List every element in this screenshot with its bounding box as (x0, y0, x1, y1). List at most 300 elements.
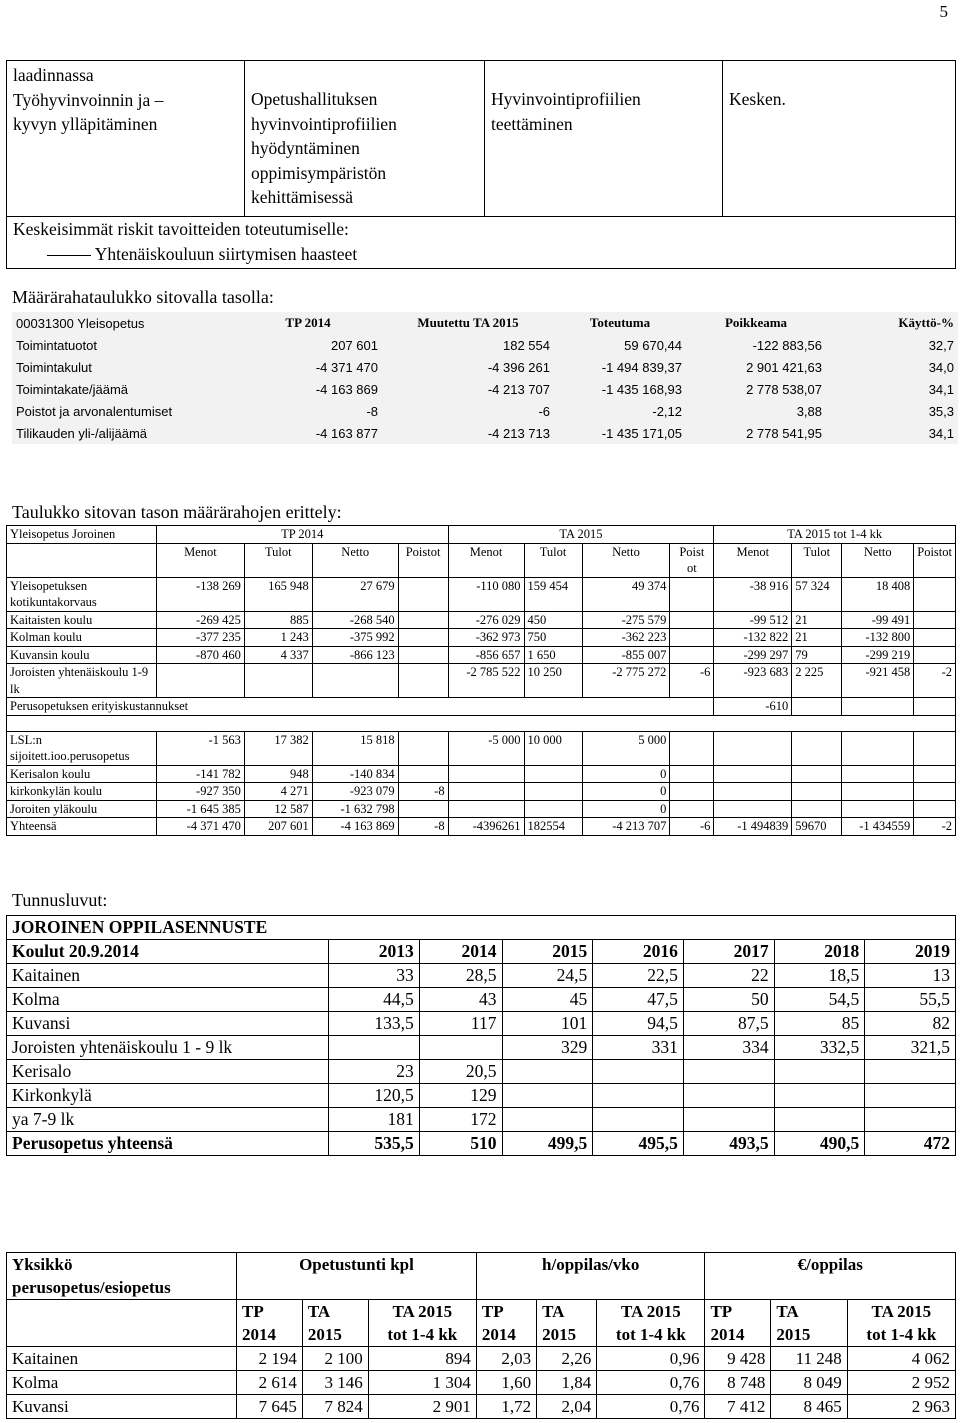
breakdown-cell (398, 765, 448, 783)
forecast-cell: 321,5 (865, 1036, 956, 1060)
units-subheader-line-0: TA (542, 1302, 565, 1321)
forecast-cell (774, 1108, 865, 1132)
units-row (7, 1395, 956, 1419)
dash-bullet (47, 255, 91, 256)
forecast-cell: 55,5 (865, 988, 956, 1012)
units-subheader-blank (7, 1300, 237, 1347)
forecast-cell: Kirkonkylä (7, 1084, 329, 1108)
forecast-cell: 45 (502, 988, 593, 1012)
breakdown-row-name: Joroisten yhtenäiskoulu 1-9 lk (7, 664, 157, 698)
forecast-row (7, 1036, 956, 1060)
forecast-cell: 18,5 (774, 964, 865, 988)
breakdown-cell (792, 800, 842, 818)
units-subheader (705, 1300, 771, 1347)
forecast-cell: Kerisalo (7, 1060, 329, 1084)
budget-cell: Toimintakate/jäämä (16, 381, 128, 397)
units-subheader-row (7, 1300, 956, 1347)
budget-cell: -1 435 171,05 (601, 425, 682, 441)
breakdown-cell: -299 219 (842, 646, 914, 664)
units-row (7, 1347, 956, 1371)
units-cell: 2,04 (537, 1395, 597, 1419)
breakdown-cell (670, 629, 714, 647)
units-subheader (771, 1300, 847, 1347)
breakdown-cell: -927 350 (156, 783, 244, 801)
forecast-row (7, 988, 956, 1012)
breakdown-cell: 165 948 (244, 577, 312, 611)
breakdown-cell: -276 029 (448, 611, 524, 629)
units-subheader (476, 1300, 536, 1347)
budget-cell: 207 601 (331, 337, 378, 353)
breakdown-cell (670, 646, 714, 664)
forecast-row (7, 1108, 956, 1132)
breakdown-cell: -140 834 (312, 765, 398, 783)
breakdown-cell: -5 000 (448, 731, 524, 765)
breakdown-cell (398, 577, 448, 611)
forecast-cell: 334 (683, 1036, 774, 1060)
units-cell: 2 963 (847, 1395, 955, 1419)
budget-cell: Toimintatuotot (16, 337, 97, 353)
breakdown-cell: -866 123 (312, 646, 398, 664)
forecast-cell: 22 (683, 964, 774, 988)
forecast-cell (683, 1060, 774, 1084)
breakdown-subheader: Tulot (524, 543, 582, 577)
breakdown-cell: -99 491 (842, 611, 914, 629)
forecast-cell: 120,5 (329, 1084, 420, 1108)
forecast-total-cell: 495,5 (593, 1132, 684, 1156)
budget-cell: Poistot ja arvonalentumiset (16, 403, 173, 419)
breakdown-cell: -856 657 (448, 646, 524, 664)
breakdown-cell: -4 213 707 (582, 818, 670, 836)
breakdown-cell: -299 297 (714, 646, 792, 664)
budget-cell: 35,3 (928, 403, 954, 419)
breakdown-cell: 5 000 (582, 731, 670, 765)
forecast-header: 2016 (593, 940, 684, 964)
units-subheader-line-0: TA (776, 1302, 799, 1321)
breakdown-row (7, 818, 956, 836)
breakdown-cell: 750 (524, 629, 582, 647)
forecast-cell: 94,5 (593, 1012, 684, 1036)
forecast-cell (502, 1084, 593, 1108)
breakdown-cell: -1 434559 (842, 818, 914, 836)
breakdown-cell: -132 822 (714, 629, 792, 647)
forecast-cell: 85 (774, 1012, 865, 1036)
breakdown-cell (914, 731, 956, 765)
breakdown-cell (914, 783, 956, 801)
breakdown-cell (244, 664, 312, 698)
forecast-cell (865, 1108, 956, 1132)
breakdown-cell: -6 (670, 818, 714, 836)
breakdown-row (7, 765, 956, 783)
breakdown-cell (914, 577, 956, 611)
units-cell: 3 146 (302, 1371, 368, 1395)
risks-heading: Keskeisimmät riskit tavoitteiden toteutumiselle: (13, 219, 349, 239)
breakdown-cell (714, 783, 792, 801)
breakdown-cell: -6 (670, 664, 714, 698)
forecast-cell: 47,5 (593, 988, 684, 1012)
units-cell: Kuvansi (7, 1395, 237, 1419)
units-subheader-line-0: TA (307, 1302, 331, 1321)
forecast-cell: 82 (865, 1012, 956, 1036)
breakdown-cell: -141 782 (156, 765, 244, 783)
units-cell: 7 824 (302, 1395, 368, 1419)
units-subheader-line-0: TA 2015 (871, 1302, 932, 1321)
budget-cell: -4 163 869 (315, 381, 378, 397)
budget-header-5: Käyttö-% (898, 315, 954, 330)
breakdown-row (7, 664, 956, 698)
units-cell: Kolma (7, 1371, 237, 1395)
breakdown-cell (914, 800, 956, 818)
budget-row (12, 400, 958, 422)
breakdown-row (7, 783, 956, 801)
forecast-cell: 23 (329, 1060, 420, 1084)
breakdown-cell: -1 632 798 (312, 800, 398, 818)
units-subheader-line-0: TP (242, 1302, 264, 1321)
goals-cell-status (723, 61, 956, 217)
breakdown-row-name: Kolman koulu (7, 629, 157, 647)
breakdown-group-row (7, 526, 956, 544)
breakdown-cell: -8 (398, 783, 448, 801)
forecast-cell (865, 1084, 956, 1108)
goals-target-line-0: laadinnassa (13, 65, 94, 85)
breakdown-cell (448, 765, 524, 783)
breakdown-special-blank-1 (842, 698, 914, 716)
forecast-total-cell: 472 (865, 1132, 956, 1156)
goals-measure-line-1: hyvinvointiprofiilien (251, 113, 397, 134)
budget-cell: 32,7 (928, 337, 954, 353)
budget-cell: -2,12 (652, 403, 682, 419)
breakdown-cell: -870 460 (156, 646, 244, 664)
breakdown-special-blank-2 (914, 698, 956, 716)
budget-cell: -8 (366, 403, 378, 419)
breakdown-cell: -362 973 (448, 629, 524, 647)
risk-item (13, 242, 949, 267)
breakdown-cell: -38 916 (714, 577, 792, 611)
breakdown-cell: -1 494839 (714, 818, 792, 836)
breakdown-cell: -921 458 (842, 664, 914, 698)
breakdown-cell (914, 629, 956, 647)
units-row (7, 1371, 956, 1395)
forecast-cell: 33 (329, 964, 420, 988)
units-subheader-line-1: 2015 (542, 1325, 577, 1344)
units-subheader-line-0: TA 2015 (392, 1302, 453, 1321)
breakdown-special-blank-0 (792, 698, 842, 716)
budget-row (12, 378, 958, 400)
breakdown-cell: -4 371 470 (156, 818, 244, 836)
budget-cell: 2 901 421,63 (746, 359, 822, 375)
breakdown-cell (842, 800, 914, 818)
forecast-cell: 24,5 (502, 964, 593, 988)
budget-cell: -4 163 877 (315, 425, 378, 441)
goals-cell-measure (245, 61, 485, 217)
goals-cell-indicator (485, 61, 723, 217)
budget-cell: 2 778 541,95 (746, 425, 822, 441)
breakdown-cell: -375 992 (312, 629, 398, 647)
forecast-cell: 172 (419, 1108, 502, 1132)
units-subheader-line-1: tot 1-4 kk (866, 1325, 937, 1344)
units-cell: 7 412 (705, 1395, 771, 1419)
breakdown-subheader: Poistot (914, 543, 956, 577)
breakdown-cell (670, 783, 714, 801)
breakdown-cell (448, 800, 524, 818)
units-subheader-line-1: 2014 (242, 1325, 276, 1344)
breakdown-subheader: Netto (842, 543, 914, 577)
breakdown-cell: 450 (524, 611, 582, 629)
breakdown-cell: -923 079 (312, 783, 398, 801)
breakdown-cell (398, 731, 448, 765)
units-cell: 2,03 (476, 1347, 536, 1371)
units-cell: 0,76 (597, 1395, 705, 1419)
budget-cell: -1 435 168,93 (601, 381, 682, 397)
breakdown-cell: -2 (914, 664, 956, 698)
forecast-cell (329, 1036, 420, 1060)
units-subheader (537, 1300, 597, 1347)
forecast-cell: 181 (329, 1108, 420, 1132)
forecast-cell: 54,5 (774, 988, 865, 1012)
budget-cell: -6 (538, 403, 550, 419)
breakdown-cell: 12 587 (244, 800, 312, 818)
breakdown-spacer (7, 715, 956, 731)
breakdown-row (7, 800, 956, 818)
units-cell: 4 062 (847, 1347, 955, 1371)
units-subheader (847, 1300, 955, 1347)
forecast-cell: 13 (865, 964, 956, 988)
units-cell: 1,72 (476, 1395, 536, 1419)
budget-cell: -4 371 470 (315, 359, 378, 375)
breakdown-cell: 10 250 (524, 664, 582, 698)
breakdown-cell: -2 775 272 (582, 664, 670, 698)
breakdown-subheader: Menot (448, 543, 524, 577)
breakdown-group-0: TP 2014 (156, 526, 448, 544)
forecast-total-row (7, 1132, 956, 1156)
breakdown-cell: -269 425 (156, 611, 244, 629)
goals-indicator-line-0: Hyvinvointiprofiilien (491, 89, 641, 109)
breakdown-cell (714, 765, 792, 783)
forecast-cell: 44,5 (329, 988, 420, 1012)
breakdown-cell (714, 800, 792, 818)
forecast-cell: 133,5 (329, 1012, 420, 1036)
breakdown-group-2: TA 2015 tot 1-4 kk (714, 526, 956, 544)
breakdown-cell (792, 731, 842, 765)
breakdown-cell: -2 785 522 (448, 664, 524, 698)
forecast-cell: 129 (419, 1084, 502, 1108)
forecast-header: 2019 (865, 940, 956, 964)
breakdown-cell (156, 664, 244, 698)
units-subheader (368, 1300, 476, 1347)
forecast-header: Koulut 20.9.2014 (7, 940, 329, 964)
forecast-cell (683, 1108, 774, 1132)
breakdown-subheader: Menot (714, 543, 792, 577)
units-cell: 1 304 (368, 1371, 476, 1395)
forecast-title: JOROINEN OPPILASENNUSTE (7, 916, 956, 940)
budget-heading: Määrärahataulukko sitovalla tasolla: (12, 287, 274, 307)
units-cell: 2 614 (237, 1371, 303, 1395)
units-subheader (302, 1300, 368, 1347)
breakdown-subheader: Tulot (792, 543, 842, 577)
breakdown-cell (670, 765, 714, 783)
units-subheader (597, 1300, 705, 1347)
breakdown-cell: 21 (792, 611, 842, 629)
units-subheader-line-0: TP (481, 1302, 504, 1321)
breakdown-row-name: Kaitaisten koulu (7, 611, 157, 629)
breakdown-cell: -132 800 (842, 629, 914, 647)
forecast-cell: 332,5 (774, 1036, 865, 1060)
forecast-cell: ya 7-9 lk (7, 1108, 329, 1132)
budget-header-2: Muutettu TA 2015 (417, 315, 519, 330)
units-subheader-line-1: tot 1-4 kk (387, 1325, 458, 1344)
breakdown-cell: -110 080 (448, 577, 524, 611)
units-cell: 1,84 (537, 1371, 597, 1395)
breakdown-row (7, 611, 956, 629)
budget-cell: -1 494 839,37 (601, 359, 682, 375)
breakdown-cell (842, 765, 914, 783)
breakdown-cell: 79 (792, 646, 842, 664)
budget-cell: 3,88 (796, 403, 822, 419)
breakdown-cell: -923 683 (714, 664, 792, 698)
forecast-cell: 101 (502, 1012, 593, 1036)
forecast-row (7, 1084, 956, 1108)
budget-cell: 34,1 (928, 381, 954, 397)
breakdown-cell (312, 664, 398, 698)
breakdown-cell (524, 800, 582, 818)
units-cell: 8 465 (771, 1395, 847, 1419)
breakdown-cell (842, 731, 914, 765)
budget-header-row (12, 312, 958, 334)
breakdown-cell: -1 563 (156, 731, 244, 765)
budget-cell: 182 554 (503, 337, 550, 353)
breakdown-cell (714, 731, 792, 765)
goals-measure-line-2: hyödyntäminen (251, 138, 360, 158)
units-cell: Kaitainen (7, 1347, 237, 1371)
breakdown-cell: 15 818 (312, 731, 398, 765)
breakdown-cell: -275 579 (582, 611, 670, 629)
forecast-title-row (7, 916, 956, 940)
breakdown-subheader-row (7, 543, 956, 577)
breakdown-title: Yleisopetus Joroinen (7, 526, 157, 544)
breakdown-cell: 1 243 (244, 629, 312, 647)
units-cell: 0,96 (597, 1347, 705, 1371)
budget-header-3: Toteutuma (589, 315, 651, 330)
units-subheader-line-1: 2014 (710, 1325, 745, 1344)
forecast-total-cell: 490,5 (774, 1132, 865, 1156)
page-number: 5 (939, 2, 948, 21)
forecast-header: 2018 (774, 940, 865, 964)
forecast-cell: Kolma (7, 988, 329, 1012)
units-group-0: Opetustunti kpl (237, 1253, 477, 1300)
breakdown-subheader: Tulot (244, 543, 312, 577)
forecast-cell (774, 1060, 865, 1084)
breakdown-cell: -138 269 (156, 577, 244, 611)
breakdown-cell: -1 645 385 (156, 800, 244, 818)
breakdown-cell: 207 601 (244, 818, 312, 836)
units-group-1: h/oppilas/vko (476, 1253, 705, 1300)
breakdown-cell: 18 408 (842, 577, 914, 611)
breakdown-cell: -362 223 (582, 629, 670, 647)
forecast-cell (593, 1084, 684, 1108)
budget-cell: Toimintakulut (16, 359, 92, 375)
breakdown-cell: 182554 (524, 818, 582, 836)
forecast-cell: 20,5 (419, 1060, 502, 1084)
forecast-cell: Kuvansi (7, 1012, 329, 1036)
breakdown-cell: -377 235 (156, 629, 244, 647)
units-col0-header (7, 1253, 237, 1300)
forecast-header: 2017 (683, 940, 774, 964)
breakdown-row-name: kirkonkylän koulu (7, 783, 157, 801)
forecast-header: 2015 (502, 940, 593, 964)
goals-target-line-1: Työhyvinvoinnin ja – (13, 89, 164, 110)
tunnusluvut-heading: Tunnusluvut: (12, 890, 108, 910)
forecast-header: 2014 (419, 940, 502, 964)
breakdown-subheader: Menot (156, 543, 244, 577)
units-cell: 0,76 (597, 1371, 705, 1395)
budget-row (12, 422, 958, 444)
breakdown-spacer-row (7, 715, 956, 731)
budget-cell: -122 883,56 (752, 337, 822, 353)
breakdown-row-name: Joroiten yläkoulu (7, 800, 157, 818)
forecast-cell: Kaitainen (7, 964, 329, 988)
breakdown-cell: 948 (244, 765, 312, 783)
breakdown-row (7, 731, 956, 765)
breakdown-group-1: TA 2015 (448, 526, 714, 544)
forecast-cell: 28,5 (419, 964, 502, 988)
forecast-row (7, 964, 956, 988)
breakdown-cell (524, 765, 582, 783)
forecast-total-cell: 499,5 (502, 1132, 593, 1156)
breakdown-cell: 57 324 (792, 577, 842, 611)
units-cell: 8 049 (771, 1371, 847, 1395)
breakdown-cell: -99 512 (714, 611, 792, 629)
forecast-cell: 117 (419, 1012, 502, 1036)
forecast-cell: 50 (683, 988, 774, 1012)
units-cell: 1,60 (476, 1371, 536, 1395)
breakdown-subheader: Netto (582, 543, 670, 577)
forecast-cell: 331 (593, 1036, 684, 1060)
breakdown-cell (670, 577, 714, 611)
units-cell: 2 194 (237, 1347, 303, 1371)
breakdown-cell: 0 (582, 765, 670, 783)
risk-item-label: Yhtenäiskouluun siirtymisen haasteet (94, 243, 358, 264)
breakdown-row (7, 577, 956, 611)
breakdown-cell (914, 765, 956, 783)
units-subheader-line-1: tot 1-4 kk (615, 1325, 686, 1344)
forecast-cell (774, 1084, 865, 1108)
forecast-row (7, 1060, 956, 1084)
forecast-cell: 43 (419, 988, 502, 1012)
units-col0-line-1: perusopetus/esiopetus (12, 1278, 171, 1297)
units-col0-line-0: Yksikkö (12, 1255, 73, 1274)
breakdown-cell: 27 679 (312, 577, 398, 611)
breakdown-cell (670, 731, 714, 765)
units-cell: 7 645 (237, 1395, 303, 1419)
breakdown-cell (398, 664, 448, 698)
budget-table (12, 312, 958, 444)
forecast-cell (865, 1060, 956, 1084)
forecast-cell (419, 1036, 502, 1060)
breakdown-cell: 10 000 (524, 731, 582, 765)
breakdown-cell: 885 (244, 611, 312, 629)
forecast-cell (593, 1108, 684, 1132)
breakdown-row-name: LSL:n sijoitett.ioo.perusopetus (7, 731, 157, 765)
forecast-cell (502, 1060, 593, 1084)
breakdown-cell (914, 646, 956, 664)
forecast-table (6, 915, 956, 1156)
breakdown-cell: 1 650 (524, 646, 582, 664)
units-cell: 894 (368, 1347, 476, 1371)
units-cell: 2 901 (368, 1395, 476, 1419)
breakdown-cell: 0 (582, 783, 670, 801)
units-subheader (237, 1300, 303, 1347)
breakdown-row (7, 629, 956, 647)
breakdown-cell (842, 783, 914, 801)
